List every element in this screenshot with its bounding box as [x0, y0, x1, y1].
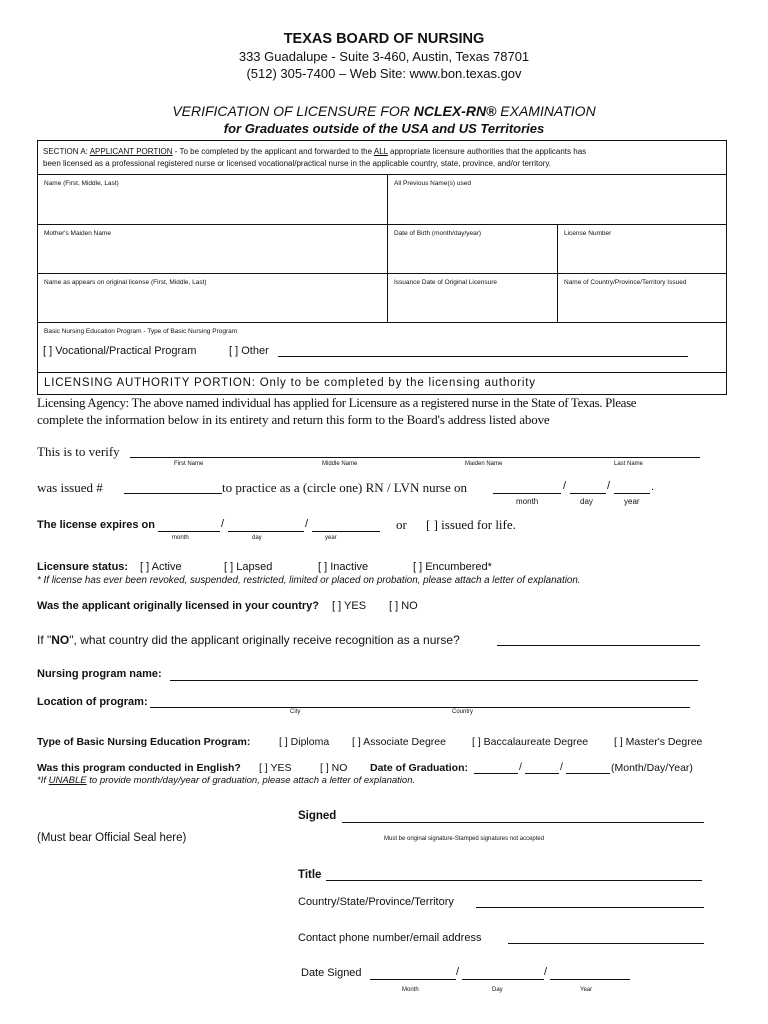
- caption-expires-year: year: [325, 535, 337, 541]
- english-no-option[interactable]: [ ] NO: [320, 762, 348, 774]
- slash: /: [305, 518, 309, 530]
- caption-middle-name: Middle Name: [322, 461, 358, 467]
- form-title: [0, 103, 768, 119]
- field-maiden-name: Mother's Maiden Name: [44, 230, 111, 237]
- slash: /: [560, 761, 563, 773]
- issued-year-line[interactable]: [614, 493, 650, 494]
- option-other[interactable]: [ ] Other: [229, 345, 269, 357]
- program-name-label: Nursing program name:: [37, 668, 162, 680]
- grad-format: (Month/Day/Year): [611, 762, 693, 774]
- country-line[interactable]: [476, 907, 704, 908]
- caption-country: Country: [452, 709, 474, 715]
- status-active[interactable]: [ ] Active: [140, 561, 182, 573]
- field-dob: Date of Birth (month/day/year): [394, 230, 482, 237]
- caption-expires-month: month: [172, 535, 189, 541]
- slash: /: [544, 966, 548, 978]
- form-title-post: EXAMINATION: [496, 103, 596, 119]
- caption-year: year: [624, 497, 640, 506]
- field-name-on-license: Name as appears on original license (First, Middle, Last): [44, 279, 207, 286]
- form-subtitle: for Graduates outside of the USA and US Territories: [223, 121, 545, 136]
- field-program-type: Basic Nursing Education Program - Type of Basic Nursing Program: [44, 328, 238, 335]
- caption-signed-day: Day: [492, 987, 503, 993]
- orig-licensed-question: Was the applicant originally licensed in your country?: [37, 600, 319, 612]
- contact-label: Contact phone number/email address: [298, 932, 482, 944]
- if-no-question: [37, 633, 460, 647]
- status-encumbered[interactable]: [ ] Encumbered*: [413, 561, 492, 573]
- type-diploma[interactable]: [ ] Diploma: [279, 736, 330, 748]
- other-line[interactable]: [278, 356, 688, 357]
- verify-name-line[interactable]: [130, 457, 700, 458]
- section-a-text2: appropriate licensure authorities that the applicants has: [387, 147, 587, 156]
- expires-month-line[interactable]: [158, 531, 220, 532]
- form-title-pre: VERIFICATION OF LICENSURE FOR: [172, 103, 414, 119]
- grad-month-line[interactable]: [474, 773, 518, 774]
- date-signed-year-line[interactable]: [550, 979, 630, 980]
- country-label: Country/State/Province/Territory: [298, 896, 454, 908]
- org-contact: (512) 305-7400 – Web Site: www.bon.texas.gov: [246, 66, 522, 81]
- caption-first-name: First Name: [174, 461, 204, 467]
- period: .: [651, 481, 655, 493]
- title-line[interactable]: [326, 880, 702, 881]
- signed-label: Signed: [298, 810, 337, 822]
- field-license-number: License Number: [564, 230, 612, 237]
- unable-post: to provide month/day/year of graduation, please attach a letter of explanation.: [86, 775, 416, 786]
- caption-day: day: [580, 497, 593, 506]
- caption-signed-year: Year: [580, 987, 593, 993]
- verify-label: This is to verify: [37, 444, 120, 459]
- caption-last-name: Last Name: [614, 461, 644, 467]
- program-name-line[interactable]: [170, 680, 698, 681]
- english-question: Was this program conducted in English?: [37, 762, 241, 774]
- form-title-bold: NCLEX-RN®: [413, 103, 497, 119]
- origin-country-line[interactable]: [497, 645, 700, 646]
- caption-expires-day: day: [252, 535, 262, 541]
- graduation-label: Date of Graduation:: [370, 762, 469, 774]
- license-number-line[interactable]: [124, 493, 222, 494]
- slash: /: [563, 480, 567, 492]
- field-name: Name (First, Middle, Last): [44, 180, 119, 187]
- if-no-post: ", what country did the applicant originally receive recognition as a nurse?: [69, 633, 460, 647]
- unable-note: [37, 775, 415, 786]
- slash: /: [221, 518, 225, 530]
- caption-signed-month: Month: [402, 987, 419, 993]
- org-address: 333 Guadalupe - Suite 3-460, Austin, Texas 78701: [238, 49, 530, 64]
- date-signed-label: Date Signed: [301, 967, 362, 979]
- grad-year-line[interactable]: [566, 773, 610, 774]
- grad-day-line[interactable]: [525, 773, 559, 774]
- section-a-prefix: SECTION A:: [43, 147, 90, 156]
- signature-note: Must be original signature-Stamped signatures not accepted: [384, 836, 545, 842]
- date-signed-day-line[interactable]: [462, 979, 544, 980]
- issued-mid: to practice as a (circle one) RN / LVN nurse on: [222, 480, 467, 495]
- section-a-title: APPLICANT PORTION: [89, 147, 173, 156]
- program-location-label: Location of program:: [37, 696, 148, 708]
- issued-day-line[interactable]: [570, 493, 606, 494]
- status-inactive[interactable]: [ ] Inactive: [318, 561, 369, 573]
- status-lapsed[interactable]: [ ] Lapsed: [224, 561, 273, 573]
- type-masters[interactable]: [ ] Master's Degree: [614, 736, 703, 748]
- caption-month: month: [516, 497, 539, 506]
- contact-line[interactable]: [508, 943, 704, 944]
- unable-u: UNABLE: [48, 775, 87, 786]
- program-location-line[interactable]: [150, 707, 690, 708]
- slash: /: [519, 761, 522, 773]
- section-a-all: ALL: [373, 147, 388, 156]
- option-vocational[interactable]: [ ] Vocational/Practical Program: [43, 345, 197, 357]
- authority-intro-1: Licensing Agency: The above named individual has applied for Licensure as a registered nurse in the State of Texas. Please: [37, 395, 637, 410]
- caption-maiden-name: Maiden Name: [465, 461, 503, 467]
- signature-line[interactable]: [342, 822, 704, 823]
- title-label: Title: [298, 869, 322, 881]
- type-baccalaureate[interactable]: [ ] Baccalaureate Degree: [472, 736, 589, 748]
- unable-pre: *If: [37, 775, 49, 786]
- status-label: Licensure status:: [37, 561, 129, 573]
- section-a-text1: - To be completed by the applicant and forwarded to the: [172, 147, 374, 156]
- status-note: * If license has ever been revoked, suspended, restricted, limited or placed on probation, please attach a letter of explanation.: [37, 575, 581, 586]
- authority-header: LICENSING AUTHORITY PORTION: Only to be completed by the licensing authority: [44, 377, 536, 389]
- caption-city: City: [290, 709, 301, 715]
- section-a-text3: been licensed as a professional registered nurse or licensed vocational/practical nurse in the applicable country, state, province, and/or territory.: [43, 159, 551, 168]
- date-signed-month-line[interactable]: [370, 979, 456, 980]
- orig-no-option[interactable]: [ ] NO: [389, 600, 418, 612]
- org-name: TEXAS BOARD OF NURSING: [283, 31, 485, 47]
- section-a-intro: [43, 147, 586, 156]
- if-no-pre: If ": [37, 633, 52, 647]
- slash: /: [607, 480, 611, 492]
- issued-month-line[interactable]: [493, 493, 561, 494]
- seal-note: (Must bear Official Seal here): [37, 832, 187, 844]
- or-label: or: [396, 517, 407, 532]
- slash: /: [456, 966, 460, 978]
- issued-life-option[interactable]: [ ] issued for life.: [426, 517, 516, 532]
- program-type-label: Type of Basic Nursing Education Program:: [37, 736, 251, 748]
- field-issuance-date: Issuance Date of Original Licensure: [394, 279, 497, 286]
- field-country-issued: Name of Country/Province/Territory Issued: [564, 279, 687, 286]
- issued-pre: was issued #: [37, 480, 103, 495]
- expires-day-line[interactable]: [228, 531, 304, 532]
- english-yes-option[interactable]: [ ] YES: [259, 762, 292, 774]
- field-previous-names: All Previous Name(s) used: [394, 180, 471, 187]
- if-no-bold: NO: [51, 633, 70, 647]
- expires-year-line[interactable]: [312, 531, 380, 532]
- expires-label: The license expires on: [37, 519, 155, 531]
- authority-intro-2: complete the information below in its entirety and return this form to the Board's address listed above: [37, 412, 550, 427]
- orig-yes-option[interactable]: [ ] YES: [332, 600, 367, 612]
- type-associate[interactable]: [ ] Associate Degree: [352, 736, 446, 748]
